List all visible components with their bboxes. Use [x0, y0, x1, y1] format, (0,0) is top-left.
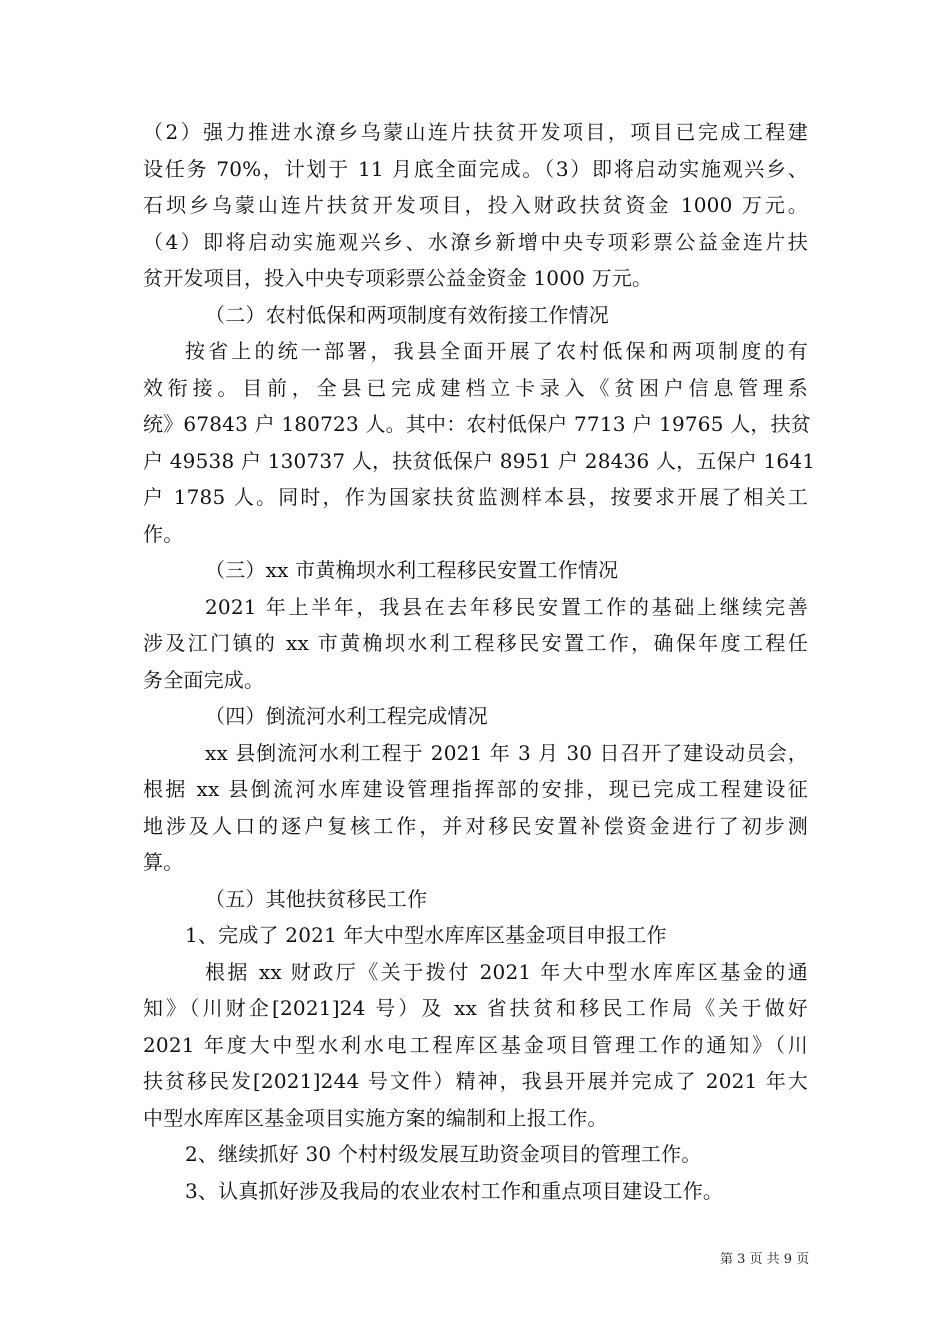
- section-heading: （四）倒流河水利工程完成情况: [205, 704, 488, 728]
- list-item: 2、继续抓好 30 个村村级发展互助资金项目的管理工作。: [185, 1142, 702, 1166]
- text-line: xx 县倒流河水利工程于 2021 年 3 月 30 日召开了建设动员会，: [205, 740, 808, 765]
- text-line: 地涉及人口的逐户复核工作，并对移民安置补偿资金进行了初步测: [143, 813, 808, 838]
- text-line: 设任务 70%，计划于 11 月底全面完成。（3）即将启动实施观兴乡、: [143, 156, 808, 181]
- subsection-heading: 1、完成了 2021 年大中型水库库区基金项目申报工作: [185, 923, 667, 947]
- document-body: [143, 114, 816, 1209]
- text-line: 户 1785 人。同时，作为国家扶贫监测样本县，按要求开展了相关工: [143, 485, 808, 509]
- text-line: 统》67843 户 180723 人。其中：农村低保户 7713 户 19765 人，扶贫: [143, 412, 811, 436]
- page-number: 第 3 页 共 9 页: [720, 1252, 810, 1267]
- section-heading: （五）其他扶贫移民工作: [205, 886, 428, 911]
- text-line: 户 49538 户 130737 人，扶贫低保户 8951 户 28436 人，五保户 1641: [143, 448, 816, 473]
- text-line: 算。: [143, 850, 184, 874]
- text-line: 中型水库库区基金项目实施方案的编制和上报工作。: [143, 1105, 608, 1130]
- text-line: 贫开发项目，投入中央专项彩票公益金资金 1000 万元。: [143, 266, 653, 290]
- text-line: 根据 xx 县倒流河水库建设管理指挥部的安排，现已完成工程建设征: [143, 777, 808, 801]
- text-line: 务全面完成。: [143, 667, 265, 692]
- text-line: 根据 xx 财政厅《关于拨付 2021 年大中型水库库区基金的通: [205, 959, 808, 984]
- text-line: 知》（川财企[2021]24 号）及 xx 省扶贫和移民工作局《关于做好: [143, 996, 808, 1020]
- section-heading: （三）xx 市黄桷坝水利工程移民安置工作情况: [205, 558, 619, 582]
- text-line: 涉及江门镇的 xx 市黄桷坝水利工程移民安置工作，确保年度工程任: [143, 631, 808, 655]
- text-line: 2021 年上半年，我县在去年移民安置工作的基础上继续完善: [205, 594, 808, 619]
- text-line: 石坝乡乌蒙山连片扶贫开发项目，投入财政扶贫资金 1000 万元。: [143, 193, 808, 217]
- text-line: （2）强力推进水潦乡乌蒙山连片扶贫开发项目，项目已完成工程建: [143, 120, 808, 144]
- list-item: 3、认真抓好涉及我局的农业农村工作和重点项目建设工作。: [185, 1178, 724, 1203]
- text-line: 按省上的统一部署，我县全面开展了农村低保和两项制度的有: [185, 339, 808, 363]
- text-line: 扶贫移民发[2021]244 号文件）精神，我县开展并完成了 2021 年大: [143, 1069, 808, 1093]
- text-line: 2021 年度大中型水利水电工程库区基金项目管理工作的通知》（川: [143, 1032, 808, 1057]
- text-line: 效衔接。目前，全县已完成建档立卡录入《贫困户信息管理系: [143, 375, 808, 400]
- text-line: （4）即将启动实施观兴乡、水潦乡新增中央专项彩票公益金连片扶: [143, 229, 808, 254]
- text-line: 作。: [143, 521, 184, 546]
- section-heading: （二）农村低保和两项制度有效衔接工作情况: [205, 302, 609, 327]
